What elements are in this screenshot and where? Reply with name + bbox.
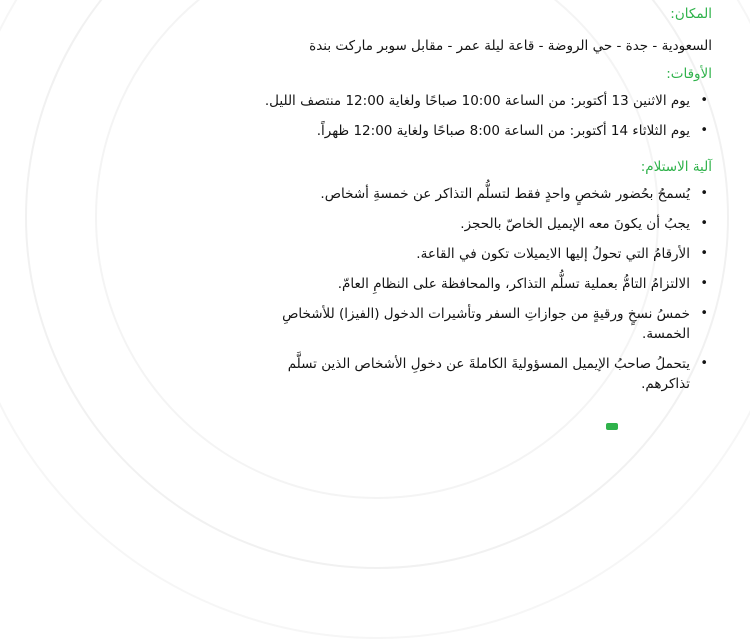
bullet-icon: • bbox=[700, 186, 708, 201]
bullet-icon: • bbox=[700, 216, 708, 231]
receipt-item-text: الأرقامُ التي تحولُ إليها الايميلات تكون في القاعة. bbox=[416, 246, 690, 262]
bullet-icon: • bbox=[700, 356, 708, 371]
receipt-item-text: يُسمحُ بحُضور شخصٍ واحدٍ فقط لتسلُّم التذاكر عن خمسةِ أشخاص. bbox=[320, 186, 690, 202]
place-title: المكان: bbox=[670, 6, 712, 22]
receipt-item-order bbox=[102, 274, 712, 294]
times-item-tuesday bbox=[102, 121, 712, 141]
times-item-text: يوم الاثنين 13 أكتوبر: من الساعة 10:00 صباحًا ولغاية 12:00 منتصف الليل. bbox=[264, 93, 690, 109]
times-list bbox=[102, 91, 712, 141]
receipt-item-passport-copies bbox=[102, 304, 712, 344]
place-text: السعودية - جدة - حي الروضة - قاعة ليلة عمر - مقابل سوبر ماركت بندة bbox=[309, 38, 712, 54]
receipt-item-one-person bbox=[102, 184, 712, 204]
receipt-item-text: خمسُ نسخٍ ورقيةٍ من جوازاتِ السفر وتأشيرات الدخول (الفيزا) للأشخاصِ bbox=[282, 306, 690, 322]
receipt-item-booking-email bbox=[102, 214, 712, 234]
receipt-item-numbers-in-hall bbox=[102, 244, 712, 264]
receipt-list bbox=[102, 184, 712, 394]
times-title: الأوقات: bbox=[666, 66, 712, 82]
bullet-icon: • bbox=[700, 306, 708, 321]
bullet-icon: • bbox=[700, 246, 708, 261]
receipt-item-text: يتحملُ صاحبُ الإيميل المسؤوليةَ الكاملةَ عن دخولِ الأشخاص الذين تسلَّم bbox=[287, 356, 690, 372]
bullet-icon: • bbox=[700, 276, 708, 291]
announcement-body bbox=[102, 4, 712, 394]
times-item-monday bbox=[102, 91, 712, 111]
receipt-title: آلية الاستلام: bbox=[640, 159, 712, 175]
footer-accent-icon bbox=[606, 423, 618, 430]
times-item-text: يوم الثلاثاء 14 أكتوبر: من الساعة 8:00 صباحًا ولغاية 12:00 ظهراً. bbox=[316, 123, 690, 139]
receipt-item-text: يجبُ أن يكونَ معه الإيميل الخاصّ بالحجز. bbox=[460, 216, 690, 232]
bullet-icon: • bbox=[700, 123, 708, 138]
bullet-icon: • bbox=[700, 93, 708, 108]
receipt-item-continuation: الخمسة. bbox=[642, 326, 690, 342]
receipt-item-continuation: تذاكرهم. bbox=[641, 376, 690, 392]
receipt-item-text: الالتزامُ التامُّ بعملية تسلُّم التذاكر، والمحافظة على النظامِ العامّ. bbox=[337, 276, 690, 292]
receipt-item-responsibility bbox=[102, 354, 712, 394]
